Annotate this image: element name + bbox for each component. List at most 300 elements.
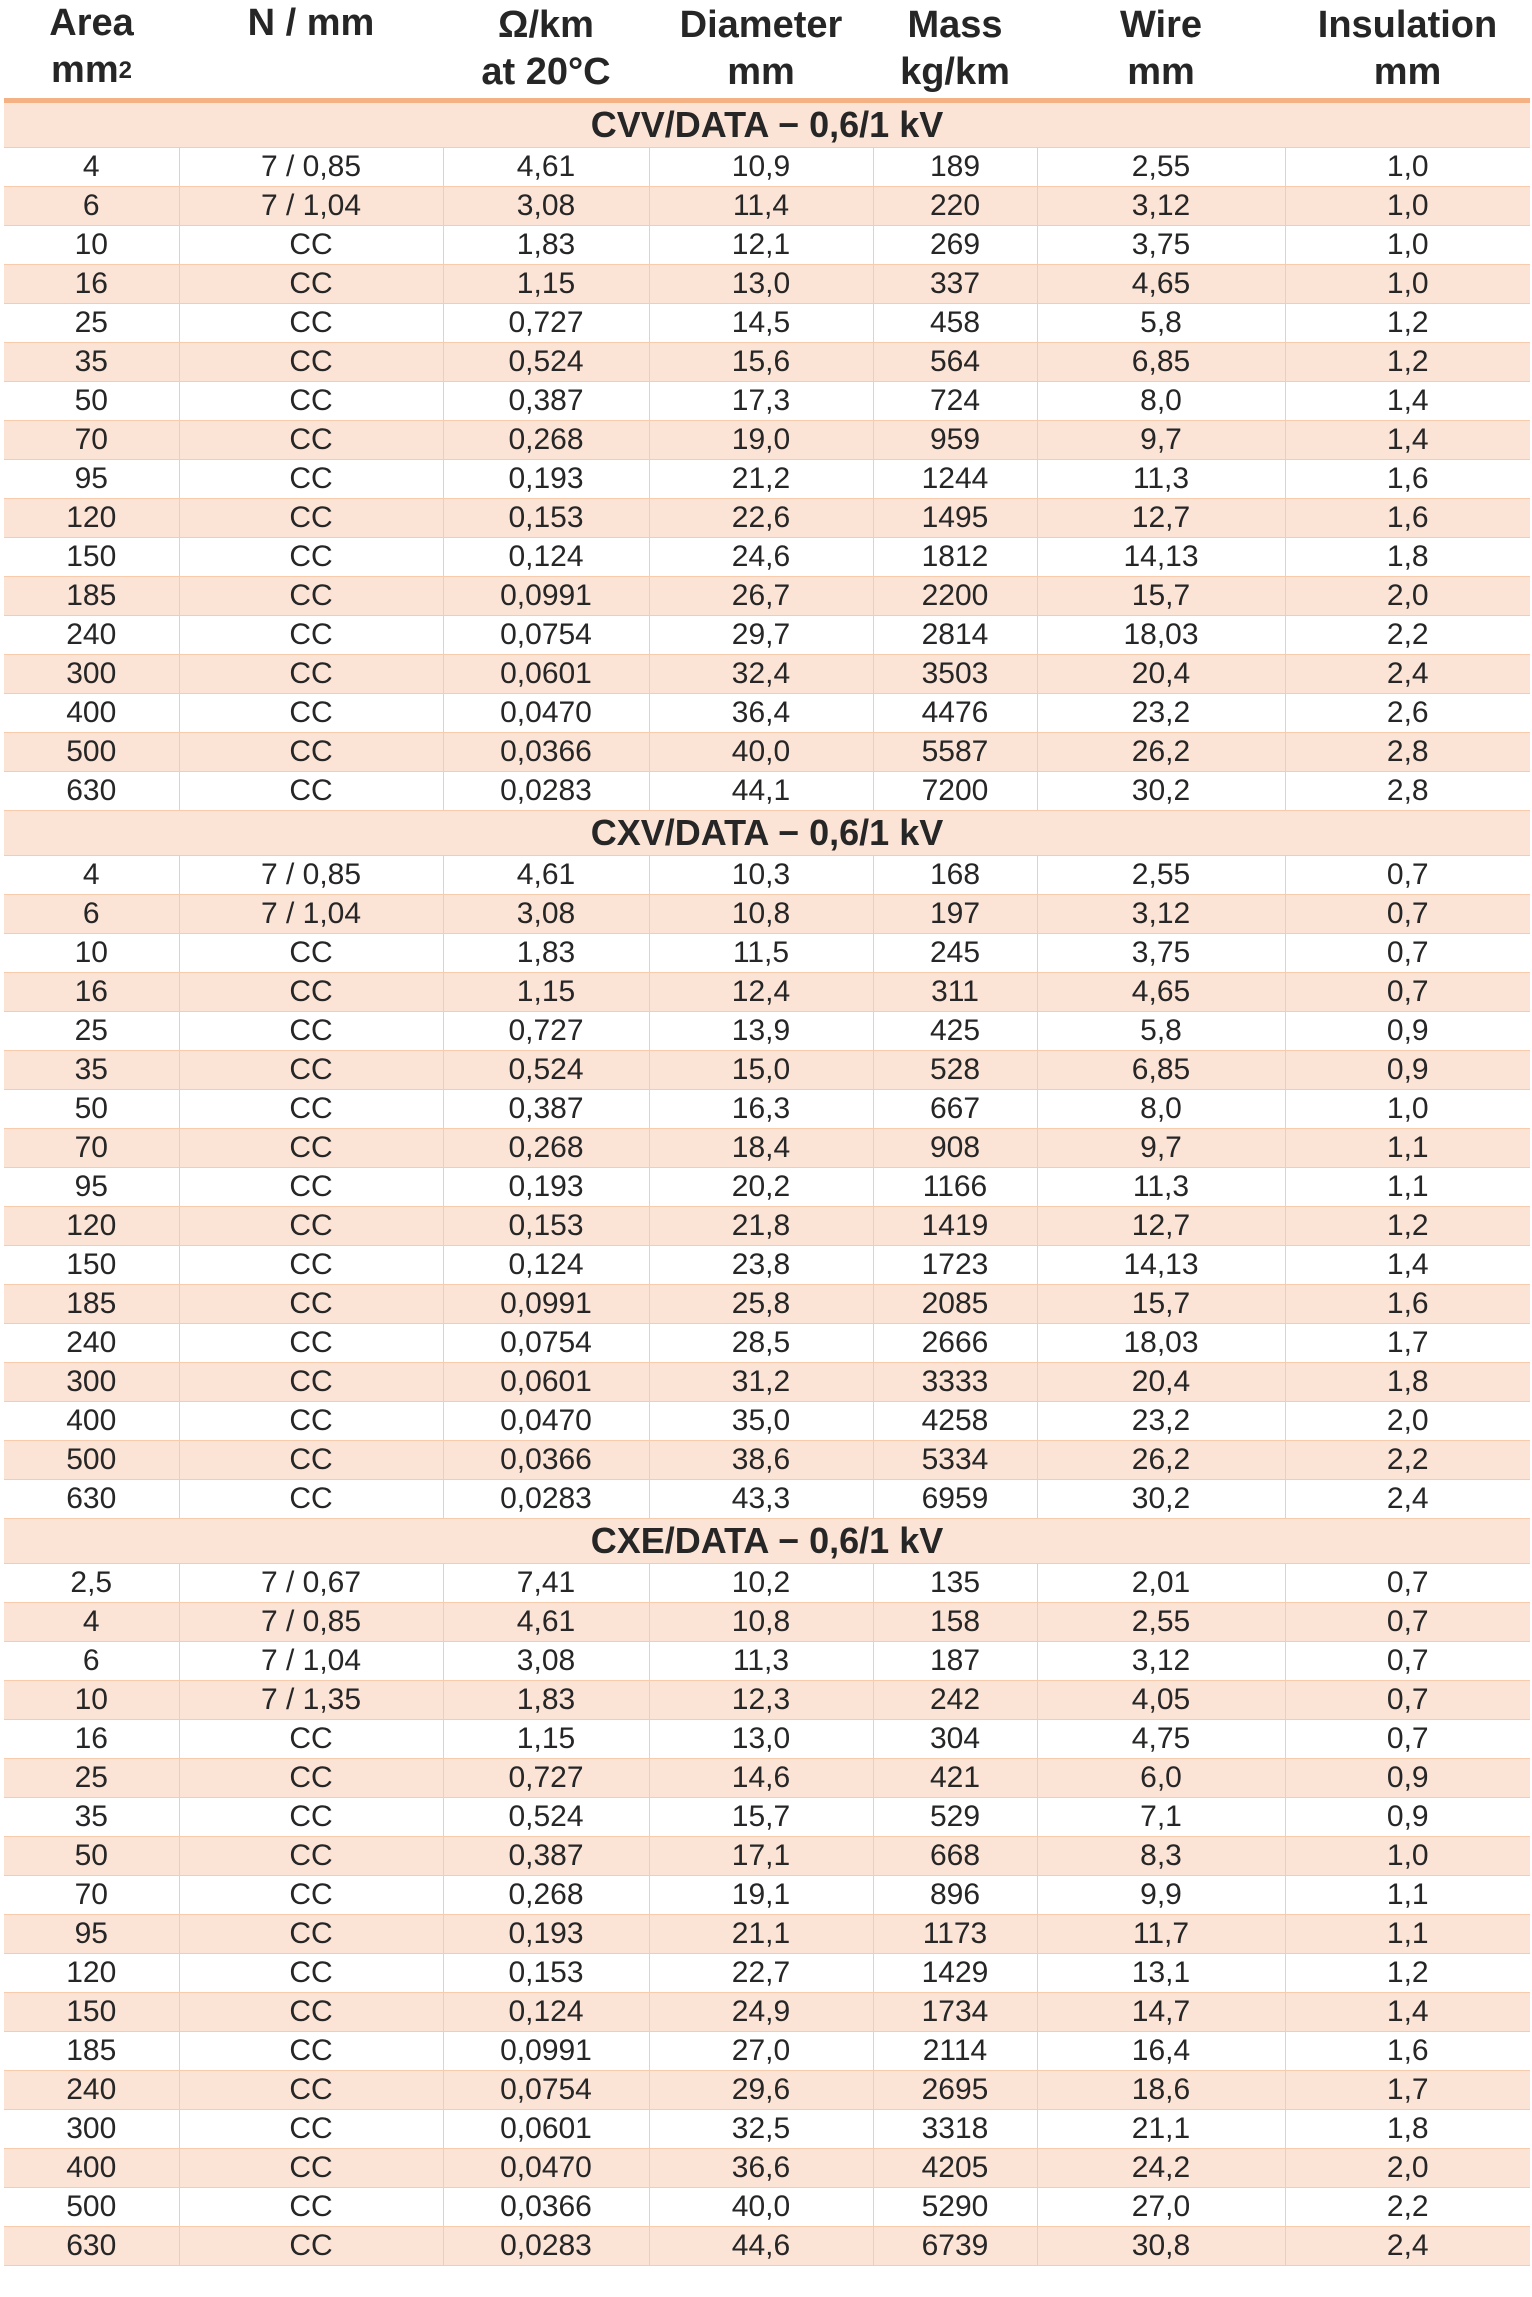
cell-diameter: 21,2 [649,460,873,499]
cell-resistance: 0,193 [443,460,649,499]
cell-area: 2,5 [4,1564,179,1603]
cell-strands: CC [179,934,443,973]
table-row [4,856,1530,895]
cell-wire: 2,01 [1037,1564,1285,1603]
cell-diameter: 10,8 [649,895,873,934]
cell-area: 500 [4,2188,179,2227]
cell-insulation: 2,2 [1285,616,1530,655]
cell-strands: CC [179,343,443,382]
cell-mass: 1173 [873,1915,1037,1954]
cell-resistance: 1,15 [443,973,649,1012]
cell-area: 185 [4,2032,179,2071]
cell-insulation: 1,2 [1285,304,1530,343]
cell-area: 10 [4,226,179,265]
cell-insulation: 0,7 [1285,1603,1530,1642]
cell-mass: 4205 [873,2149,1037,2188]
cell-diameter: 10,3 [649,856,873,895]
cell-wire: 3,12 [1037,187,1285,226]
cell-insulation: 1,6 [1285,460,1530,499]
cell-mass: 304 [873,1720,1037,1759]
cell-diameter: 14,5 [649,304,873,343]
header-insulation: Insulation mm [1285,0,1530,101]
cell-strands: CC [179,304,443,343]
cell-mass: 959 [873,421,1037,460]
cell-resistance: 0,727 [443,1759,649,1798]
cell-diameter: 10,2 [649,1564,873,1603]
cell-strands: CC [179,1363,443,1402]
table-row [4,616,1530,655]
cell-strands: CC [179,1168,443,1207]
cell-area: 10 [4,1681,179,1720]
cell-insulation: 1,0 [1285,1090,1530,1129]
cell-wire: 16,4 [1037,2032,1285,2071]
header-row [4,0,1530,101]
cell-diameter: 21,8 [649,1207,873,1246]
cell-strands: CC [179,1915,443,1954]
cell-wire: 6,0 [1037,1759,1285,1798]
cell-diameter: 43,3 [649,1480,873,1519]
cell-diameter: 36,6 [649,2149,873,2188]
cell-area: 300 [4,1363,179,1402]
cell-strands: CC [179,1837,443,1876]
cell-resistance: 0,268 [443,1876,649,1915]
cell-area: 35 [4,343,179,382]
cell-wire: 5,8 [1037,304,1285,343]
cell-area: 240 [4,1324,179,1363]
cell-wire: 13,1 [1037,1954,1285,1993]
cell-mass: 458 [873,304,1037,343]
cell-area: 95 [4,1915,179,1954]
cell-resistance: 0,0601 [443,1363,649,1402]
cell-mass: 242 [873,1681,1037,1720]
cell-diameter: 11,5 [649,934,873,973]
cell-mass: 529 [873,1798,1037,1837]
cell-resistance: 0,0991 [443,577,649,616]
cell-resistance: 4,61 [443,1603,649,1642]
cell-resistance: 0,524 [443,1051,649,1090]
cell-strands: CC [179,1441,443,1480]
cell-area: 95 [4,1168,179,1207]
cell-resistance: 0,0283 [443,772,649,811]
cell-diameter: 40,0 [649,2188,873,2227]
cell-wire: 9,7 [1037,421,1285,460]
table-row [4,1954,1530,1993]
table-body [4,101,1530,2266]
cell-mass: 667 [873,1090,1037,1129]
table-row [4,1681,1530,1720]
cell-strands: CC [179,2149,443,2188]
cell-mass: 197 [873,895,1037,934]
cell-area: 6 [4,895,179,934]
cell-insulation: 2,8 [1285,733,1530,772]
table-row [4,1642,1530,1681]
cell-area: 400 [4,694,179,733]
cell-wire: 2,55 [1037,148,1285,187]
cell-resistance: 0,153 [443,1954,649,1993]
table-row [4,226,1530,265]
cell-mass: 2666 [873,1324,1037,1363]
cell-resistance: 0,0366 [443,1441,649,1480]
cell-wire: 8,0 [1037,382,1285,421]
cell-resistance: 0,0470 [443,1402,649,1441]
cell-area: 50 [4,1090,179,1129]
cell-mass: 425 [873,1012,1037,1051]
cell-insulation: 2,2 [1285,1441,1530,1480]
cell-wire: 15,7 [1037,577,1285,616]
table-row [4,265,1530,304]
cell-insulation: 1,6 [1285,1285,1530,1324]
cell-insulation: 1,4 [1285,1993,1530,2032]
cell-area: 6 [4,1642,179,1681]
cell-mass: 2200 [873,577,1037,616]
table-row [4,2227,1530,2266]
cell-diameter: 22,6 [649,499,873,538]
cell-strands: CC [179,1129,443,1168]
section-title: CXV/DATA − 0,6/1 kV [4,811,1530,856]
cell-insulation: 2,4 [1285,1480,1530,1519]
cell-area: 70 [4,1129,179,1168]
cell-mass: 3503 [873,655,1037,694]
cell-insulation: 1,1 [1285,1876,1530,1915]
cell-area: 25 [4,1012,179,1051]
cell-area: 120 [4,1207,179,1246]
cell-insulation: 2,2 [1285,2188,1530,2227]
cell-wire: 18,03 [1037,616,1285,655]
cell-insulation: 0,9 [1285,1798,1530,1837]
cell-resistance: 0,0283 [443,1480,649,1519]
cell-diameter: 17,3 [649,382,873,421]
cell-wire: 2,55 [1037,1603,1285,1642]
cell-diameter: 32,5 [649,2110,873,2149]
cell-area: 70 [4,421,179,460]
cell-diameter: 36,4 [649,694,873,733]
cell-area: 120 [4,1954,179,1993]
cell-mass: 1166 [873,1168,1037,1207]
cell-resistance: 1,83 [443,1681,649,1720]
table-row [4,2149,1530,2188]
cell-strands: CC [179,772,443,811]
table-row [4,460,1530,499]
cell-area: 630 [4,2227,179,2266]
table-row [4,1402,1530,1441]
cell-insulation: 1,8 [1285,1363,1530,1402]
cell-mass: 2114 [873,2032,1037,2071]
cell-area: 50 [4,1837,179,1876]
cell-wire: 5,8 [1037,1012,1285,1051]
cell-resistance: 1,15 [443,265,649,304]
cell-diameter: 13,9 [649,1012,873,1051]
cell-area: 35 [4,1051,179,1090]
cell-mass: 3333 [873,1363,1037,1402]
cell-strands: CC [179,2071,443,2110]
cell-mass: 1812 [873,538,1037,577]
cell-resistance: 0,387 [443,382,649,421]
cell-area: 400 [4,1402,179,1441]
cell-wire: 6,85 [1037,1051,1285,1090]
cell-wire: 6,85 [1037,343,1285,382]
cell-area: 240 [4,616,179,655]
cell-area: 4 [4,1603,179,1642]
table-row [4,1720,1530,1759]
cell-diameter: 19,1 [649,1876,873,1915]
cell-mass: 1734 [873,1993,1037,2032]
cell-diameter: 15,7 [649,1798,873,1837]
cell-diameter: 15,0 [649,1051,873,1090]
cell-diameter: 40,0 [649,733,873,772]
section-title: CVV/DATA − 0,6/1 kV [4,101,1530,148]
cell-insulation: 2,8 [1285,772,1530,811]
cell-area: 240 [4,2071,179,2110]
header-area: Area $mm^2$ [4,0,179,101]
cell-mass: 2814 [873,616,1037,655]
cell-mass: 1495 [873,499,1037,538]
table-row [4,1798,1530,1837]
cell-wire: 26,2 [1037,733,1285,772]
cell-strands: CC [179,2227,443,2266]
cell-mass: 6739 [873,2227,1037,2266]
table-row [4,1285,1530,1324]
table-row [4,1246,1530,1285]
table-row [4,499,1530,538]
cell-insulation: 1,6 [1285,2032,1530,2071]
cell-diameter: 13,0 [649,1720,873,1759]
cell-wire: 26,2 [1037,1441,1285,1480]
table-row [4,973,1530,1012]
cell-resistance: 3,08 [443,895,649,934]
cell-mass: 668 [873,1837,1037,1876]
cell-insulation: 0,7 [1285,934,1530,973]
table-row [4,1603,1530,1642]
cell-strands: CC [179,1051,443,1090]
table-row [4,1207,1530,1246]
cable-spec-table [4,0,1530,2266]
cell-mass: 311 [873,973,1037,1012]
cell-wire: 9,7 [1037,1129,1285,1168]
table-row [4,1363,1530,1402]
header-mass: Mass kg/km [873,0,1037,101]
cell-wire: 12,7 [1037,499,1285,538]
cell-diameter: 10,8 [649,1603,873,1642]
cell-resistance: 0,524 [443,1798,649,1837]
cell-mass: 189 [873,148,1037,187]
cell-wire: 20,4 [1037,1363,1285,1402]
cell-diameter: 12,4 [649,973,873,1012]
cell-mass: 245 [873,934,1037,973]
cell-resistance: 0,193 [443,1915,649,1954]
cell-mass: 337 [873,265,1037,304]
table-row [4,1837,1530,1876]
cell-insulation: 0,9 [1285,1012,1530,1051]
cell-insulation: 1,4 [1285,382,1530,421]
cell-strands: CC [179,1480,443,1519]
cell-resistance: 0,153 [443,499,649,538]
cell-area: 16 [4,973,179,1012]
cell-area: 95 [4,460,179,499]
cell-area: 500 [4,1441,179,1480]
cell-area: 150 [4,1246,179,1285]
cell-wire: 14,7 [1037,1993,1285,2032]
cell-mass: 5290 [873,2188,1037,2227]
cell-insulation: 1,0 [1285,226,1530,265]
cell-resistance: 4,61 [443,148,649,187]
cell-wire: 11,3 [1037,460,1285,499]
cell-mass: 1244 [873,460,1037,499]
table-header [4,0,1530,101]
cell-wire: 15,7 [1037,1285,1285,1324]
cell-wire: 11,7 [1037,1915,1285,1954]
cell-wire: 27,0 [1037,2188,1285,2227]
cell-diameter: 12,1 [649,226,873,265]
table-row [4,2110,1530,2149]
cell-insulation: 1,1 [1285,1915,1530,1954]
cell-resistance: 4,61 [443,856,649,895]
cell-strands: 7 / 1,35 [179,1681,443,1720]
cell-area: 300 [4,655,179,694]
cell-area: 50 [4,382,179,421]
cell-insulation: 1,0 [1285,265,1530,304]
cell-insulation: 2,0 [1285,577,1530,616]
cell-diameter: 19,0 [649,421,873,460]
cell-mass: 724 [873,382,1037,421]
table-row [4,934,1530,973]
cell-diameter: 11,4 [649,187,873,226]
table-row [4,694,1530,733]
cell-insulation: 1,8 [1285,2110,1530,2149]
header-diameter: Diameter mm [649,0,873,101]
cell-resistance: 0,387 [443,1090,649,1129]
cell-resistance: 0,0283 [443,2227,649,2266]
cell-resistance: 0,0470 [443,694,649,733]
cell-strands: CC [179,1285,443,1324]
cell-insulation: 1,2 [1285,1207,1530,1246]
cell-insulation: 1,7 [1285,1324,1530,1363]
cell-diameter: 27,0 [649,2032,873,2071]
cell-resistance: 0,124 [443,1246,649,1285]
table-row [4,382,1530,421]
cell-strands: 7 / 1,04 [179,1642,443,1681]
cell-resistance: 0,124 [443,1993,649,2032]
table-row [4,1564,1530,1603]
cell-resistance: 0,0470 [443,2149,649,2188]
table-row [4,2071,1530,2110]
cell-wire: 21,1 [1037,2110,1285,2149]
cell-resistance: 0,0754 [443,616,649,655]
table-row [4,1012,1530,1051]
cell-strands: CC [179,733,443,772]
cell-diameter: 15,6 [649,343,873,382]
table-row [4,733,1530,772]
cell-area: 16 [4,1720,179,1759]
table-row [4,1324,1530,1363]
cell-diameter: 35,0 [649,1402,873,1441]
cell-wire: 30,2 [1037,772,1285,811]
cell-insulation: 2,4 [1285,655,1530,694]
cell-wire: 23,2 [1037,694,1285,733]
cell-diameter: 11,3 [649,1642,873,1681]
cell-strands: CC [179,2032,443,2071]
cell-strands: CC [179,1324,443,1363]
cell-resistance: 3,08 [443,187,649,226]
cell-strands: CC [179,973,443,1012]
cell-diameter: 44,6 [649,2227,873,2266]
cell-wire: 20,4 [1037,655,1285,694]
cell-wire: 3,12 [1037,895,1285,934]
cell-mass: 896 [873,1876,1037,1915]
cell-insulation: 1,7 [1285,2071,1530,2110]
cell-strands: CC [179,616,443,655]
table-row [4,1915,1530,1954]
cell-area: 25 [4,1759,179,1798]
cell-resistance: 0,727 [443,1012,649,1051]
cell-strands: CC [179,1246,443,1285]
cell-wire: 4,05 [1037,1681,1285,1720]
cell-resistance: 0,0366 [443,2188,649,2227]
cell-strands: CC [179,1759,443,1798]
cell-resistance: 0,268 [443,1129,649,1168]
cell-insulation: 0,7 [1285,1564,1530,1603]
cell-insulation: 1,1 [1285,1129,1530,1168]
cell-strands: CC [179,2110,443,2149]
cell-strands: CC [179,226,443,265]
table-row [4,2188,1530,2227]
table-row [4,1168,1530,1207]
cell-strands: CC [179,655,443,694]
cell-wire: 24,2 [1037,2149,1285,2188]
cell-resistance: 0,0754 [443,1324,649,1363]
cell-insulation: 0,7 [1285,895,1530,934]
table-row [4,304,1530,343]
cell-diameter: 28,5 [649,1324,873,1363]
cell-insulation: 1,1 [1285,1168,1530,1207]
cell-resistance: 3,08 [443,1642,649,1681]
cell-wire: 4,65 [1037,265,1285,304]
cell-mass: 187 [873,1642,1037,1681]
cell-diameter: 44,1 [649,772,873,811]
cell-wire: 14,13 [1037,538,1285,577]
cell-resistance: 1,83 [443,934,649,973]
cell-area: 150 [4,1993,179,2032]
cell-mass: 4258 [873,1402,1037,1441]
cell-strands: CC [179,1402,443,1441]
cell-resistance: 0,0601 [443,2110,649,2149]
cell-insulation: 1,4 [1285,421,1530,460]
cell-area: 35 [4,1798,179,1837]
cell-area: 185 [4,1285,179,1324]
cell-resistance: 0,153 [443,1207,649,1246]
cell-insulation: 0,7 [1285,1681,1530,1720]
cell-mass: 421 [873,1759,1037,1798]
cell-area: 70 [4,1876,179,1915]
cell-wire: 14,13 [1037,1246,1285,1285]
cell-mass: 908 [873,1129,1037,1168]
cell-diameter: 18,4 [649,1129,873,1168]
cell-strands: CC [179,2188,443,2227]
cell-insulation: 1,4 [1285,1246,1530,1285]
cell-diameter: 32,4 [649,655,873,694]
cell-strands: 7 / 1,04 [179,895,443,934]
cell-diameter: 10,9 [649,148,873,187]
cell-resistance: 0,0991 [443,2032,649,2071]
cell-wire: 3,75 [1037,934,1285,973]
cell-resistance: 7,41 [443,1564,649,1603]
cell-mass: 1419 [873,1207,1037,1246]
cell-area: 300 [4,2110,179,2149]
cell-mass: 7200 [873,772,1037,811]
cell-strands: CC [179,694,443,733]
cell-strands: 7 / 0,85 [179,148,443,187]
cell-diameter: 17,1 [649,1837,873,1876]
cell-resistance: 0,0601 [443,655,649,694]
